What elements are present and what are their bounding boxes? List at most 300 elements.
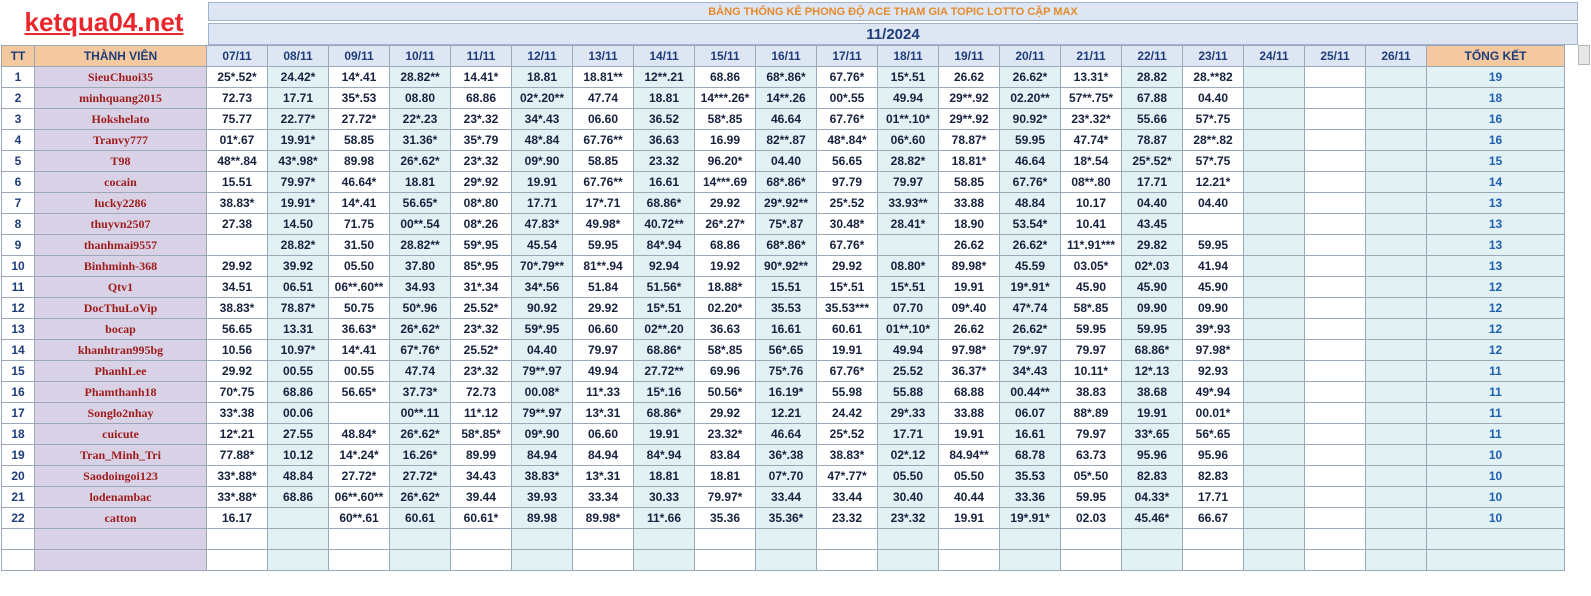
result-cell: 26.62 <box>939 235 1000 256</box>
result-cell: 68*.86* <box>756 67 817 88</box>
row-number: 12 <box>2 298 35 319</box>
result-cell: 48.84 <box>1000 193 1061 214</box>
row-number: 20 <box>2 466 35 487</box>
result-cell: 50.56* <box>695 382 756 403</box>
result-cell: 79**.97 <box>512 403 573 424</box>
result-cell: 38.83* <box>207 193 268 214</box>
result-cell: 45.59 <box>1000 256 1061 277</box>
header-date: 14/11 <box>634 46 695 67</box>
member-name: Songlo2nhay <box>35 403 207 424</box>
result-cell <box>1305 277 1366 298</box>
result-cell: 17.71 <box>1122 172 1183 193</box>
result-cell: 33*.88* <box>207 466 268 487</box>
result-cell: 37.80 <box>390 256 451 277</box>
empty-cell <box>268 550 329 571</box>
result-cell: 60.61 <box>817 319 878 340</box>
result-cell: 67.76* <box>817 67 878 88</box>
total-score: 12 <box>1427 298 1565 319</box>
result-cell: 27.72* <box>390 466 451 487</box>
result-cell: 05.50 <box>329 256 390 277</box>
result-cell <box>1305 172 1366 193</box>
result-cell: 33*.88* <box>207 487 268 508</box>
scroll-up-button[interactable] <box>1578 45 1590 65</box>
result-cell: 29.82 <box>1122 235 1183 256</box>
result-cell: 49.94 <box>878 340 939 361</box>
result-cell: 00**.54 <box>390 214 451 235</box>
result-cell: 39.93 <box>512 487 573 508</box>
result-cell: 39*.93 <box>1183 319 1244 340</box>
result-cell: 68.86 <box>268 487 329 508</box>
empty-cell <box>1366 529 1427 550</box>
result-cell <box>1366 487 1427 508</box>
result-cell: 26.62 <box>939 67 1000 88</box>
result-cell <box>1366 277 1427 298</box>
result-cell: 13*.31 <box>573 466 634 487</box>
result-cell: 67.76* <box>817 109 878 130</box>
result-cell: 25*.52 <box>817 424 878 445</box>
row-number: 9 <box>2 235 35 256</box>
total-score: 12 <box>1427 340 1565 361</box>
result-cell: 48*.84* <box>817 130 878 151</box>
result-cell <box>1305 445 1366 466</box>
result-cell <box>1366 214 1427 235</box>
result-cell: 79.97 <box>1061 340 1122 361</box>
result-cell <box>1366 88 1427 109</box>
result-cell: 28.82* <box>878 151 939 172</box>
empty-cell <box>1305 529 1366 550</box>
table-body <box>2 67 1565 571</box>
result-cell: 09*.40 <box>939 298 1000 319</box>
result-cell: 14*.41 <box>329 193 390 214</box>
result-cell <box>1244 508 1305 529</box>
result-cell: 19.91 <box>939 277 1000 298</box>
result-cell <box>1366 172 1427 193</box>
result-cell: 06.60 <box>573 109 634 130</box>
result-cell: 45.90 <box>1122 277 1183 298</box>
result-cell: 29*.92 <box>451 172 512 193</box>
header-date: 08/11 <box>268 46 329 67</box>
member-name: minhquang2015 <box>35 88 207 109</box>
result-cell: 02**.20 <box>634 319 695 340</box>
result-cell: 35*.79 <box>451 130 512 151</box>
result-cell: 46.64 <box>756 109 817 130</box>
result-cell: 00.08* <box>512 382 573 403</box>
result-cell: 06.07 <box>1000 403 1061 424</box>
result-cell <box>1305 340 1366 361</box>
result-cell: 35.53 <box>1000 466 1061 487</box>
result-cell: 36.63 <box>634 130 695 151</box>
result-cell: 36.63 <box>695 319 756 340</box>
result-cell: 38.83 <box>1061 382 1122 403</box>
empty-cell <box>573 529 634 550</box>
total-score: 11 <box>1427 424 1565 445</box>
result-cell <box>1366 256 1427 277</box>
total-score: 10 <box>1427 466 1565 487</box>
header-date: 23/11 <box>1183 46 1244 67</box>
result-cell: 05*.50 <box>1061 466 1122 487</box>
result-cell: 34.51 <box>207 277 268 298</box>
result-cell: 28.82 <box>1122 67 1183 88</box>
header-date: 17/11 <box>817 46 878 67</box>
result-cell: 02*.20** <box>512 88 573 109</box>
result-cell <box>1244 298 1305 319</box>
member-name: T98 <box>35 151 207 172</box>
result-cell: 03.05* <box>1061 256 1122 277</box>
result-cell: 89.98 <box>329 151 390 172</box>
result-cell <box>1366 466 1427 487</box>
row-number: 13 <box>2 319 35 340</box>
total-score: 12 <box>1427 319 1565 340</box>
result-cell: 26.62 <box>939 319 1000 340</box>
result-cell: 79**.97 <box>512 361 573 382</box>
result-cell: 68*.86* <box>756 235 817 256</box>
result-cell: 17.71 <box>268 88 329 109</box>
empty-cell <box>878 529 939 550</box>
result-cell: 68.86 <box>695 235 756 256</box>
member-name: SieuChuoi35 <box>35 67 207 88</box>
result-cell: 16.61 <box>756 319 817 340</box>
result-cell: 56.65* <box>390 193 451 214</box>
table-row <box>2 151 1565 172</box>
result-cell: 11*.66 <box>634 508 695 529</box>
result-cell: 83.84 <box>695 445 756 466</box>
result-cell: 23.32* <box>695 424 756 445</box>
row-number: 17 <box>2 403 35 424</box>
result-cell: 00.55 <box>329 361 390 382</box>
result-cell: 23.32 <box>634 151 695 172</box>
header-date: 25/11 <box>1305 46 1366 67</box>
result-cell: 25*.52* <box>207 67 268 88</box>
table-row <box>2 487 1565 508</box>
row-number: 18 <box>2 424 35 445</box>
total-score: 10 <box>1427 487 1565 508</box>
result-cell: 19.91* <box>268 130 329 151</box>
header-date: 09/11 <box>329 46 390 67</box>
result-cell <box>1183 214 1244 235</box>
result-cell: 78.87* <box>268 298 329 319</box>
result-cell: 02*.12 <box>878 445 939 466</box>
result-cell: 68.86 <box>268 382 329 403</box>
result-cell: 51.84 <box>573 277 634 298</box>
result-cell: 15*.51 <box>817 277 878 298</box>
result-cell: 97.79 <box>817 172 878 193</box>
result-cell: 95.96 <box>1122 445 1183 466</box>
member-name: cocain <box>35 172 207 193</box>
result-cell: 25*.52 <box>817 193 878 214</box>
row-number: 2 <box>2 88 35 109</box>
header-row <box>2 46 1565 67</box>
result-cell: 58*.85 <box>695 109 756 130</box>
result-cell: 79*.97 <box>1000 340 1061 361</box>
result-cell: 02.20** <box>1000 88 1061 109</box>
result-cell: 04.40 <box>1122 193 1183 214</box>
member-name: Phamthanh18 <box>35 382 207 403</box>
result-cell: 15.51 <box>207 172 268 193</box>
result-cell: 34*.56 <box>512 277 573 298</box>
result-cell: 51.56* <box>634 277 695 298</box>
result-cell: 39.44 <box>451 487 512 508</box>
result-cell <box>1244 130 1305 151</box>
result-cell: 47.74 <box>390 361 451 382</box>
total-score: 11 <box>1427 403 1565 424</box>
result-cell: 11*.91*** <box>1061 235 1122 256</box>
result-cell <box>329 403 390 424</box>
result-cell: 33.36 <box>1000 487 1061 508</box>
result-cell: 67.88 <box>1122 88 1183 109</box>
result-cell <box>1366 130 1427 151</box>
result-cell: 43*.98* <box>268 151 329 172</box>
result-cell <box>1305 319 1366 340</box>
result-cell <box>1244 424 1305 445</box>
result-cell: 75.77 <box>207 109 268 130</box>
total-score: 16 <box>1427 130 1565 151</box>
result-cell: 79.97* <box>695 487 756 508</box>
row-number: 15 <box>2 361 35 382</box>
row-number: 6 <box>2 172 35 193</box>
row-number: 22 <box>2 508 35 529</box>
result-cell: 63.73 <box>1061 445 1122 466</box>
empty-cell <box>512 529 573 550</box>
row-number: 1 <box>2 67 35 88</box>
result-cell: 23.32 <box>817 508 878 529</box>
result-cell: 18.81* <box>939 151 1000 172</box>
result-cell: 28**.82 <box>1183 130 1244 151</box>
header-date: 20/11 <box>1000 46 1061 67</box>
result-cell: 47.74* <box>1061 130 1122 151</box>
empty-cell <box>756 529 817 550</box>
result-cell: 67.76* <box>817 361 878 382</box>
empty-cell <box>1244 550 1305 571</box>
result-cell <box>1305 424 1366 445</box>
result-cell: 23*.32 <box>451 151 512 172</box>
member-name: lodenambac <box>35 487 207 508</box>
site-logo-text[interactable]: ketqua04.net <box>24 6 184 37</box>
result-cell: 72.73 <box>451 382 512 403</box>
header-date: 12/11 <box>512 46 573 67</box>
result-cell: 02*.03 <box>1122 256 1183 277</box>
result-cell: 79.97 <box>573 340 634 361</box>
result-cell: 53.54* <box>1000 214 1061 235</box>
result-cell: 78.87* <box>939 130 1000 151</box>
result-cell: 45.90 <box>1061 277 1122 298</box>
result-cell: 28.**82 <box>1183 67 1244 88</box>
result-cell: 04.40 <box>1183 88 1244 109</box>
result-cell: 68.88 <box>939 382 1000 403</box>
result-cell: 79.97* <box>268 172 329 193</box>
result-cell: 56*.65 <box>756 340 817 361</box>
result-cell: 48*.84 <box>512 130 573 151</box>
header-date: 24/11 <box>1244 46 1305 67</box>
empty-cell <box>35 550 207 571</box>
result-cell: 67.76* <box>1000 172 1061 193</box>
result-cell: 43.45 <box>1122 214 1183 235</box>
result-cell: 01**.10* <box>878 319 939 340</box>
result-cell <box>1244 361 1305 382</box>
total-score: 13 <box>1427 256 1565 277</box>
result-cell: 08**.80 <box>1061 172 1122 193</box>
table-row <box>2 172 1565 193</box>
result-cell: 36.52 <box>634 109 695 130</box>
total-score: 19 <box>1427 67 1565 88</box>
result-cell: 19*.91* <box>1000 508 1061 529</box>
total-score: 11 <box>1427 382 1565 403</box>
result-cell: 15*.51 <box>634 298 695 319</box>
total-score: 15 <box>1427 151 1565 172</box>
result-cell: 57*.75 <box>1183 109 1244 130</box>
statistics-table <box>1 45 1565 571</box>
result-cell: 45.90 <box>1183 277 1244 298</box>
result-cell: 46.64 <box>756 424 817 445</box>
result-cell: 82**.87 <box>756 130 817 151</box>
result-cell: 19.91 <box>939 424 1000 445</box>
table-row <box>2 67 1565 88</box>
result-cell <box>1305 487 1366 508</box>
result-cell <box>1244 151 1305 172</box>
result-cell: 67*.76* <box>390 340 451 361</box>
result-cell: 35.53 <box>756 298 817 319</box>
result-cell: 22.77* <box>268 109 329 130</box>
result-cell <box>1244 403 1305 424</box>
result-cell <box>1305 193 1366 214</box>
result-cell: 17.71 <box>878 424 939 445</box>
result-cell <box>878 235 939 256</box>
site-logo[interactable] <box>0 0 208 44</box>
result-cell <box>1366 403 1427 424</box>
result-cell: 82.83 <box>1122 466 1183 487</box>
result-cell: 00.06 <box>268 403 329 424</box>
empty-cell <box>451 550 512 571</box>
row-number: 5 <box>2 151 35 172</box>
result-cell: 49.94 <box>878 88 939 109</box>
result-cell: 13.31 <box>268 319 329 340</box>
result-cell: 33*.38 <box>207 403 268 424</box>
result-cell: 84.94 <box>512 445 573 466</box>
result-cell: 26*.62* <box>390 487 451 508</box>
result-cell: 29.92 <box>207 256 268 277</box>
result-cell: 06**.60** <box>329 277 390 298</box>
result-cell: 00.44** <box>1000 382 1061 403</box>
result-cell: 29*.92** <box>756 193 817 214</box>
row-number: 3 <box>2 109 35 130</box>
member-name: Binhminh-368 <box>35 256 207 277</box>
result-cell: 81**.94 <box>573 256 634 277</box>
result-cell: 55.88 <box>878 382 939 403</box>
header-date: 13/11 <box>573 46 634 67</box>
member-name: thanhmai9557 <box>35 235 207 256</box>
result-cell: 56*.65 <box>1183 424 1244 445</box>
result-cell: 67.76** <box>573 172 634 193</box>
result-cell: 35.36 <box>695 508 756 529</box>
result-cell <box>1244 88 1305 109</box>
member-name: Tranvy777 <box>35 130 207 151</box>
result-cell: 48**.84 <box>207 151 268 172</box>
result-cell: 33.93** <box>878 193 939 214</box>
result-cell: 56.65 <box>207 319 268 340</box>
row-number: 21 <box>2 487 35 508</box>
result-cell: 48.84 <box>268 466 329 487</box>
result-cell: 34.43 <box>451 466 512 487</box>
result-cell: 56.65* <box>329 382 390 403</box>
result-cell: 84.94 <box>573 445 634 466</box>
result-cell <box>1305 298 1366 319</box>
result-cell: 14.41* <box>451 67 512 88</box>
result-cell: 59.95 <box>573 235 634 256</box>
result-cell: 58*.85 <box>1061 298 1122 319</box>
header-total: TỔNG KẾT <box>1427 46 1565 67</box>
result-cell: 75*.76 <box>756 361 817 382</box>
result-cell: 14.50 <box>268 214 329 235</box>
result-cell <box>1366 298 1427 319</box>
result-cell: 60.61* <box>451 508 512 529</box>
header-date: 26/11 <box>1366 46 1427 67</box>
result-cell: 68.86* <box>634 193 695 214</box>
result-cell: 19.91 <box>1122 403 1183 424</box>
result-cell: 36*.38 <box>756 445 817 466</box>
result-cell <box>1366 235 1427 256</box>
result-cell: 59*.95 <box>512 319 573 340</box>
empty-cell <box>1427 529 1565 550</box>
result-cell: 59.95 <box>1183 235 1244 256</box>
result-cell: 67.76* <box>817 235 878 256</box>
member-name: thuyvn2507 <box>35 214 207 235</box>
table-row <box>2 214 1565 235</box>
member-name: cuicute <box>35 424 207 445</box>
result-cell: 28.41* <box>878 214 939 235</box>
result-cell: 04.33* <box>1122 487 1183 508</box>
result-cell <box>1305 88 1366 109</box>
result-cell: 60.61 <box>390 508 451 529</box>
result-cell: 33*.65 <box>1122 424 1183 445</box>
result-cell: 11*.33 <box>573 382 634 403</box>
table-row <box>2 424 1565 445</box>
result-cell: 22*.23 <box>390 109 451 130</box>
table-row <box>2 361 1565 382</box>
result-cell: 58.85 <box>329 130 390 151</box>
result-cell: 13*.31 <box>573 403 634 424</box>
empty-cell <box>1061 550 1122 571</box>
result-cell: 19.91 <box>939 508 1000 529</box>
member-name: Saodoingoi123 <box>35 466 207 487</box>
result-cell: 29**.92 <box>939 88 1000 109</box>
result-cell <box>1305 382 1366 403</box>
result-cell: 97.98* <box>1183 340 1244 361</box>
result-cell: 82.83 <box>1183 466 1244 487</box>
result-cell: 17*.71 <box>573 193 634 214</box>
result-cell: 16.61 <box>1000 424 1061 445</box>
header-date: 11/11 <box>451 46 512 67</box>
result-cell <box>1305 67 1366 88</box>
result-cell: 68.86* <box>634 403 695 424</box>
empty-cell <box>268 529 329 550</box>
result-cell: 23*.32 <box>451 319 512 340</box>
result-cell: 07*.70 <box>756 466 817 487</box>
result-cell: 00.01* <box>1183 403 1244 424</box>
result-cell: 09.90 <box>1122 298 1183 319</box>
result-cell: 19.91 <box>817 340 878 361</box>
result-cell: 34.93 <box>390 277 451 298</box>
result-cell: 06.51 <box>268 277 329 298</box>
member-name: bocap <box>35 319 207 340</box>
result-cell: 14*.41 <box>329 67 390 88</box>
empty-cell <box>634 550 695 571</box>
result-cell: 89.98* <box>573 508 634 529</box>
result-cell: 85*.95 <box>451 256 512 277</box>
empty-row <box>2 529 1565 550</box>
result-cell: 57**.75* <box>1061 88 1122 109</box>
result-cell: 90*.92** <box>756 256 817 277</box>
result-cell: 15*.51 <box>878 67 939 88</box>
result-cell: 59*.95 <box>451 235 512 256</box>
